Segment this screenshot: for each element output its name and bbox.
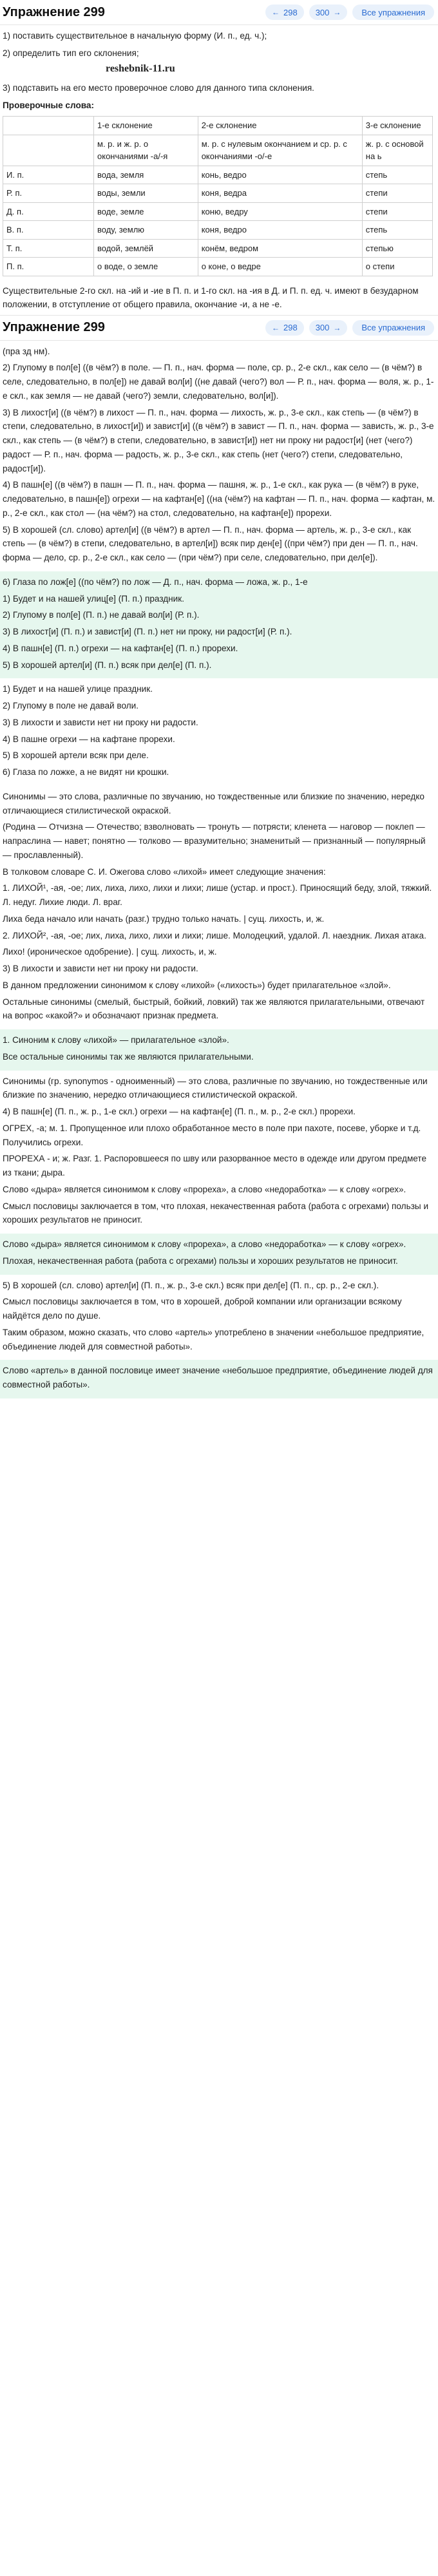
synonyms-paragraph: В толковом словаре С. И. Ожегова слово «лихой» имеет следующие значения: bbox=[3, 866, 326, 877]
arrow-right-icon: → bbox=[333, 8, 341, 17]
arrow-left-icon: ← bbox=[271, 8, 280, 17]
answer-line: Все остальные синонимы так же являются прилагательными. bbox=[3, 1051, 254, 1062]
table-cell: ж. р. с основой на ь bbox=[362, 135, 432, 166]
answer-line: 4) В пашн[е] (П. п.) огрехи — на кафтан[е] (П. п.) прорехи. bbox=[3, 643, 238, 653]
table-row bbox=[3, 202, 433, 221]
sentence-line: 6) Глаза по ложке, а не видят ни крошки. bbox=[3, 767, 169, 778]
answer-line: 3) В лихост[и] (П. п.) и завист[и] (П. п.) нет ни проку, ни радост[и] (Р. п.). bbox=[3, 627, 292, 637]
next-exercise-label: 300 bbox=[315, 7, 330, 17]
synonyms-paragraph: В данном предложении синонимом к слову «лихой» («лихость») будет прилагательное «злой». bbox=[3, 980, 391, 990]
prev-exercise-button[interactable] bbox=[265, 320, 304, 336]
tail-paragraph: ПРОРЕХА - и; ж. Разг. 1. Распоровшееся по шву или разорванное место в одежде или другом предмете из ткани; дыра. bbox=[3, 1154, 427, 1178]
sentence-line: 3) В лихости и зависти нет ни проку ни радости. bbox=[3, 717, 198, 727]
table-cell: м. р. с нулевым окончанием и ср. р. с окончаниями -о/-е bbox=[198, 135, 362, 166]
table-cell: конём, ведром bbox=[198, 239, 362, 258]
task-section bbox=[0, 25, 438, 112]
tail-section-2 bbox=[0, 1275, 438, 1360]
tail-paragraph: Слово «дыра» является синонимом к слову «прореха», а слово «недоработка» — к слову «огрех». bbox=[3, 1184, 406, 1194]
arrow-left-icon: ← bbox=[271, 323, 280, 332]
analysis-paragraph: 4) В пашн[е] ((в чём?) в пашн — П. п., нач. форма — пашня, ж. р., 1-е скл., как рука — (в чём?) в руке, следовательно, в пашн[е]) огрехи — на кафтан[е] ((на (чём?) на кафтан — П. п., нач. форма — кафтан, м. р., 2-е скл., как стол — (на чём?) на стол, следовательно, на кафтан[е]) прорехи. bbox=[3, 480, 435, 518]
tail-paragraph: ОГРЕХ, -а; м. 1. Пропущенное или плохо обработанное место в поле при пахоте, посеве, уборке и т.д. Получились огрехи. bbox=[3, 1123, 421, 1147]
task-step-2: 2) определить тип его склонения; bbox=[3, 48, 139, 59]
table-row bbox=[3, 239, 433, 258]
table-cell: степи bbox=[362, 202, 432, 221]
sentence-line: 2) Глупому в поле не давай воли. bbox=[3, 701, 139, 711]
answer-line: Слово «дыра» является синонимом к слову «прореха», а слово «недоработка» — к слову «огрех». bbox=[3, 1239, 406, 1250]
answer-line: 2) Глупому в пол[е] (П. п.) не давай вол[и] (Р. п.). bbox=[3, 610, 200, 620]
answer-line: Слово «артель» в данной пословице имеет значение «небольшое предприятие, объединение людей для совместной работы». bbox=[3, 1366, 433, 1390]
task-step-3: 3) подставить на его место проверочное слово для данного типа склонения. bbox=[3, 82, 314, 93]
note-section bbox=[0, 280, 438, 311]
analysis-paragraph: 3) В лихост[и] ((в чём?) в лихост — П. п., нач. форма — лихость, ж. р., 3-е скл., как степь — (в чём?) в степи, следовательно, в лихост[и]) и завист[и] ((в чём?) в завист — П. п., нач. форма — зависть, ж. р., 3-е скл., как степь — (в чём?) в степи, следовательно, в завист[и]) нет ни проку ни радост[и] (нет (чего?) радост — Р. п., нач. форма — радость, ж. р., 3-е скл., как степь (нет (чего?) степи, следовательно, радост[и]). bbox=[3, 407, 434, 473]
case-cell: Д. п. bbox=[3, 202, 94, 221]
synonyms-paragraph: 2. ЛИХОЙ², -ая, -ое; лих, лиха, лихо, лихи и лихи; лише. Молодецкий, удалой. Л. наездник. Лихая атака. bbox=[3, 930, 426, 940]
table-row bbox=[3, 166, 433, 184]
next-exercise-button[interactable] bbox=[309, 320, 348, 336]
answer-line: 1. Синоним к слову «лихой» — прилагательное «злой». bbox=[3, 1035, 229, 1045]
table-cell: степь bbox=[362, 166, 432, 184]
table-header-row bbox=[3, 117, 433, 135]
table-cell: коня, ведра bbox=[198, 184, 362, 203]
analysis-paragraph: 5) В хорошей (сл. слово) артел[и] ((в чём?) в артел — П. п., нач. форма — артель, ж. р., 3-е скл., как степь — (в чём?) в степи, следовательно, в артел[и]) всяк пир ден[е] ((при чём?) при ден — П. п., нач. форма — дело, ср. р., 2-е скл., как село — (при чём?) при селе, следовательно, при дел[е]). bbox=[3, 524, 418, 563]
answer-line: 1) Будет и на нашей улиц[е] (П. п.) праздник. bbox=[3, 593, 185, 604]
table-cell: коню, ведру bbox=[198, 202, 362, 221]
answer-highlight-2 bbox=[0, 1029, 438, 1071]
watermark: reshebnik-11.ru bbox=[106, 63, 175, 75]
table-cell: о воде, о земле bbox=[94, 258, 198, 276]
table-cell: конь, ведро bbox=[198, 166, 362, 184]
arrow-right-icon: → bbox=[333, 323, 341, 332]
case-cell: П. п. bbox=[3, 258, 94, 276]
declension-table bbox=[3, 116, 433, 276]
table-cell: степью bbox=[362, 239, 432, 258]
next-exercise-button[interactable] bbox=[309, 5, 348, 20]
answer-line: Плохая, некачественная работа (работа с огрехами) пользы и хороших результатов не приносит. bbox=[3, 1255, 398, 1266]
declension-note: Существительные 2-го скл. на -ий и -ие в П. п. и 1-го скл. на -ия в Д. и П. п. ед. ч. имеют в безударном положении, в отступление от общего правила, окончание -и, а не -е. bbox=[3, 285, 419, 309]
tail-paragraph: Таким образом, можно сказать, что слово «артель» употреблено в значении «небольшое предприятие, объединение людей для совместной работы». bbox=[3, 1327, 424, 1351]
table-cell: водой, землёй bbox=[94, 239, 198, 258]
synonyms-paragraph: Синонимы — это слова, различные по звучанию, но тождественные или близкие по значению, нередко отличающиеся стилистической окраской. bbox=[3, 791, 424, 816]
tail-section bbox=[0, 1071, 438, 1234]
synonyms-paragraph: Лиха беда начало или начать (разг.) трудно только начать. | сущ. лихость, и, ж. bbox=[3, 913, 325, 924]
answer-line: 5) В хорошей артел[и] (П. п.) всяк при дел[е] (П. п.). bbox=[3, 660, 212, 670]
case-cell: В. п. bbox=[3, 221, 94, 240]
table-cell bbox=[3, 135, 94, 166]
case-cell: И. п. bbox=[3, 166, 94, 184]
table-row bbox=[3, 258, 433, 276]
all-exercises-button[interactable]: Все упражнения bbox=[352, 5, 434, 20]
prev-exercise-button[interactable] bbox=[265, 5, 304, 20]
synonyms-paragraph: Остальные синонимы (смелый, быстрый, бойкий, ловкий) так же являются прилагательными, отвечают на вопрос «какой?» и обозначают признак предмета. bbox=[3, 997, 425, 1021]
sentence-line: 4) В пашне огрехи — на кафтане прорехи. bbox=[3, 734, 175, 744]
answer-highlight-1 bbox=[0, 571, 438, 679]
plain-sentences-section bbox=[0, 678, 438, 786]
sentence-line: 5) В хорошей артели всяк при деле. bbox=[3, 750, 149, 761]
analysis-paragraph: 2) Глупому в пол[е] ((в чём?) в поле. — П. п., нач. форма — поле, ср. р., 2-е скл., как село — (в чём?) в селе, следовательно, в пол[е]) не давай вол[и] ((не давай (чего?) вол — Р. п., нач. форма — воля, ж. р., 1-е скл., как земля — не давай (чего?) земли, следовательно, вол[и]). bbox=[3, 363, 434, 401]
table-cell: о степи bbox=[362, 258, 432, 276]
table-header-cell: 1-е склонение bbox=[94, 117, 198, 135]
case-cell: Т. п. bbox=[3, 239, 94, 258]
table-header-cell: 2-е склонение bbox=[198, 117, 362, 135]
tail-paragraph: Синонимы (гр. synonymos - одноименный) — это слова, различные по звучанию, но тождественные или близкие по значению, нередко отличающиеся стилистической окраской. bbox=[3, 1076, 428, 1100]
answer-highlight-3 bbox=[0, 1234, 438, 1275]
page-title: Упражнение 299 bbox=[3, 320, 105, 335]
table-cell: коня, ведро bbox=[198, 221, 362, 240]
table-cell: степь bbox=[362, 221, 432, 240]
answer-line: 6) Глаза по лож[е] ((по чём?) по лож — Д. п., нач. форма — ложа, ж. р., 1-е bbox=[3, 577, 308, 587]
task-step-1: 1) поставить существительное в начальную форму (И. п., ед. ч.); bbox=[3, 31, 267, 41]
table-row bbox=[3, 221, 433, 240]
table-header-cell bbox=[3, 117, 94, 135]
table-cell: степи bbox=[362, 184, 432, 203]
synonyms-paragraph: (Родина — Отчизна — Отечество; взволновать — тронуть — потрясти; кленета — наговор — поклеп — напраслина — навет; понятно — толково — вразумительно; знаменитый — признанный — популярный — прославленный). bbox=[3, 822, 426, 860]
tail-paragraph: Смысл пословицы заключается в том, что в хорошей, доброй компании или организации всякому найдётся дело по душе. bbox=[3, 1297, 402, 1321]
table-cell: вода, земля bbox=[94, 166, 198, 184]
table-row bbox=[3, 184, 433, 203]
table-cell: м. р. и ж. р. о окончаниями -а/-я bbox=[94, 135, 198, 166]
analysis-section bbox=[0, 341, 438, 571]
next-exercise-label: 300 bbox=[315, 323, 330, 333]
case-cell: Р. п. bbox=[3, 184, 94, 203]
sentence-line: 1) Будет и на нашей улице праздник. bbox=[3, 684, 153, 694]
table-subheader-row bbox=[3, 135, 433, 166]
analysis-paragraph: (пра зд нм). bbox=[3, 346, 50, 356]
synonyms-paragraph: 1. ЛИХОЙ¹, -ая, -ое; лих, лиха, лихо, лихи и лихи; лише (устар. и прост.). Приносящий беду, злой, тяжкий. Л. недуг. Лихие люди. Л. враг. bbox=[3, 883, 432, 908]
answer-highlight-4 bbox=[0, 1360, 438, 1398]
prev-exercise-label: 298 bbox=[283, 323, 298, 333]
prev-exercise-label: 298 bbox=[283, 7, 298, 17]
table-cell: воде, земле bbox=[94, 202, 198, 221]
tail-paragraph: Смысл пословицы заключается в том, что плохая, некачественная работа (работа с огрехами) пользы и хороших результатов не приносит. bbox=[3, 1201, 429, 1225]
page-header-repeat bbox=[0, 315, 438, 341]
synonyms-paragraph: 3) В лихости и зависти нет ни проку ни радости. bbox=[3, 964, 198, 974]
tail-paragraph: 5) В хорошей (сл. слово) артел[и] (П. п., ж. р., 3-е скл.) всяк при дел[е] (П. п., ср. р., 2-е скл.). bbox=[3, 1280, 379, 1290]
synonyms-paragraph: Лихо! (ироническое одобрение). | сущ. лихость, и, ж. bbox=[3, 947, 217, 957]
table-cell: воды, земли bbox=[94, 184, 198, 203]
tail-paragraph: 4) В пашн[е] (П. п., ж. р., 1-е скл.) огрехи — на кафтан[е] (П. п., м. р., 2-е скл.) прорехи. bbox=[3, 1107, 356, 1117]
page-header bbox=[0, 0, 438, 25]
synonyms-section bbox=[0, 786, 438, 1029]
check-words-heading: Проверочные слова: bbox=[3, 100, 95, 110]
all-exercises-button[interactable]: Все упражнения bbox=[352, 320, 434, 336]
table-cell: о коне, о ведре bbox=[198, 258, 362, 276]
table-cell: воду, землю bbox=[94, 221, 198, 240]
page-title: Упражнение 299 bbox=[3, 5, 105, 19]
table-header-cell: 3-е склонение bbox=[362, 117, 432, 135]
